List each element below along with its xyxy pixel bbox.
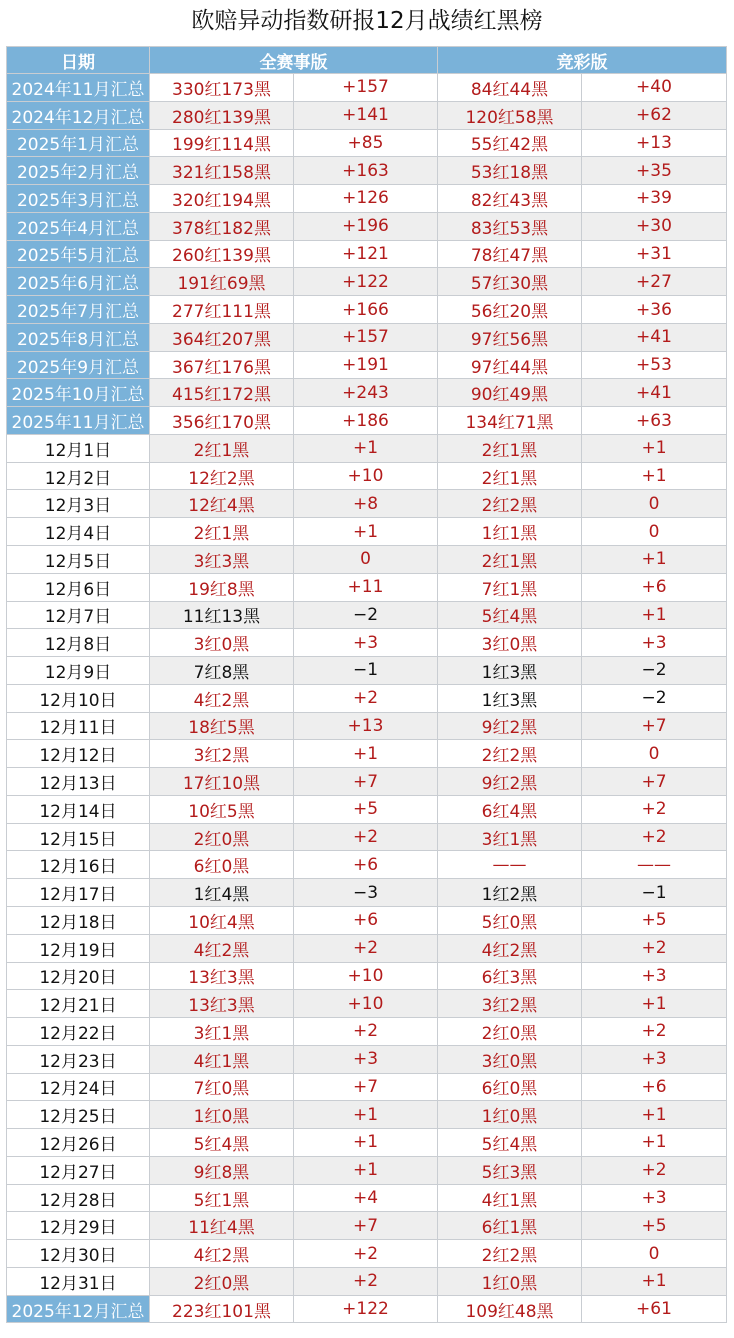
lottery-net-cell: +41 bbox=[582, 323, 727, 351]
full-net-cell: +2 bbox=[294, 934, 438, 962]
lottery-net-cell: −2 bbox=[582, 684, 727, 712]
full-record-cell: 277红111黑 bbox=[150, 296, 294, 324]
daily-row bbox=[7, 1101, 727, 1129]
record-table bbox=[6, 46, 727, 1323]
full-net-cell: +2 bbox=[294, 684, 438, 712]
lottery-record-cell: 4红1黑 bbox=[438, 1184, 582, 1212]
lottery-net-cell: +61 bbox=[582, 1295, 727, 1323]
lottery-net-cell: —— bbox=[582, 851, 727, 879]
date-cell: 12月27日 bbox=[7, 1156, 150, 1184]
full-net-cell: +2 bbox=[294, 1240, 438, 1268]
lottery-record-cell: 53红18黑 bbox=[438, 157, 582, 185]
daily-row bbox=[7, 934, 727, 962]
date-cell: 12月5日 bbox=[7, 546, 150, 574]
summary-row bbox=[7, 240, 727, 268]
header-full-version: 全赛事版 bbox=[150, 47, 438, 74]
full-net-cell: +10 bbox=[294, 962, 438, 990]
lottery-net-cell: −1 bbox=[582, 879, 727, 907]
full-net-cell: +5 bbox=[294, 795, 438, 823]
lottery-record-cell: 84红44黑 bbox=[438, 74, 582, 102]
full-net-cell: +2 bbox=[294, 823, 438, 851]
lottery-net-cell: +7 bbox=[582, 768, 727, 796]
lottery-net-cell: +62 bbox=[582, 101, 727, 129]
lottery-net-cell: 0 bbox=[582, 490, 727, 518]
lottery-record-cell: 9红2黑 bbox=[438, 768, 582, 796]
lottery-record-cell: 83红53黑 bbox=[438, 212, 582, 240]
full-record-cell: 3红0黑 bbox=[150, 629, 294, 657]
date-cell: 12月11日 bbox=[7, 712, 150, 740]
full-net-cell: +10 bbox=[294, 462, 438, 490]
lottery-record-cell: 2红2黑 bbox=[438, 740, 582, 768]
lottery-net-cell: +1 bbox=[582, 434, 727, 462]
full-record-cell: 260红139黑 bbox=[150, 240, 294, 268]
daily-row bbox=[7, 684, 727, 712]
daily-row bbox=[7, 490, 727, 518]
date-cell: 12月16日 bbox=[7, 851, 150, 879]
full-net-cell: +6 bbox=[294, 851, 438, 879]
full-net-cell: +10 bbox=[294, 990, 438, 1018]
daily-row bbox=[7, 601, 727, 629]
full-net-cell: +1 bbox=[294, 1101, 438, 1129]
lottery-record-cell: 2红1黑 bbox=[438, 462, 582, 490]
lottery-record-cell: 55红42黑 bbox=[438, 129, 582, 157]
lottery-record-cell: 9红2黑 bbox=[438, 712, 582, 740]
date-cell: 12月7日 bbox=[7, 601, 150, 629]
full-record-cell: 7红0黑 bbox=[150, 1073, 294, 1101]
full-net-cell: −1 bbox=[294, 657, 438, 685]
full-record-cell: 6红0黑 bbox=[150, 851, 294, 879]
date-cell: 2025年8月汇总 bbox=[7, 323, 150, 351]
full-record-cell: 9红8黑 bbox=[150, 1156, 294, 1184]
date-cell: 2025年2月汇总 bbox=[7, 157, 150, 185]
date-cell: 12月29日 bbox=[7, 1212, 150, 1240]
daily-row bbox=[7, 657, 727, 685]
date-cell: 2025年7月汇总 bbox=[7, 296, 150, 324]
lottery-record-cell: 1红0黑 bbox=[438, 1267, 582, 1295]
date-cell: 12月14日 bbox=[7, 795, 150, 823]
full-record-cell: 18红5黑 bbox=[150, 712, 294, 740]
full-net-cell: +8 bbox=[294, 490, 438, 518]
date-cell: 12月13日 bbox=[7, 768, 150, 796]
daily-row bbox=[7, 1212, 727, 1240]
full-record-cell: 13红3黑 bbox=[150, 990, 294, 1018]
lottery-net-cell: +39 bbox=[582, 185, 727, 213]
full-net-cell: +1 bbox=[294, 1156, 438, 1184]
date-cell: 12月17日 bbox=[7, 879, 150, 907]
daily-row bbox=[7, 434, 727, 462]
lottery-net-cell: +5 bbox=[582, 906, 727, 934]
daily-row bbox=[7, 1045, 727, 1073]
lottery-net-cell: +41 bbox=[582, 379, 727, 407]
lottery-net-cell: +2 bbox=[582, 934, 727, 962]
lottery-net-cell: +1 bbox=[582, 990, 727, 1018]
lottery-record-cell: 120红58黑 bbox=[438, 101, 582, 129]
lottery-net-cell: +1 bbox=[582, 1129, 727, 1157]
full-net-cell: +126 bbox=[294, 185, 438, 213]
full-record-cell: 199红114黑 bbox=[150, 129, 294, 157]
lottery-net-cell: +1 bbox=[582, 601, 727, 629]
full-net-cell: +1 bbox=[294, 1129, 438, 1157]
daily-row bbox=[7, 740, 727, 768]
full-record-cell: 1红4黑 bbox=[150, 879, 294, 907]
lottery-net-cell: +53 bbox=[582, 351, 727, 379]
date-cell: 12月21日 bbox=[7, 990, 150, 1018]
full-net-cell: −3 bbox=[294, 879, 438, 907]
daily-row bbox=[7, 962, 727, 990]
lottery-net-cell: +2 bbox=[582, 1156, 727, 1184]
date-cell: 2025年9月汇总 bbox=[7, 351, 150, 379]
date-cell: 12月10日 bbox=[7, 684, 150, 712]
full-net-cell: +243 bbox=[294, 379, 438, 407]
lottery-net-cell: +3 bbox=[582, 1045, 727, 1073]
full-record-cell: 320红194黑 bbox=[150, 185, 294, 213]
summary-row bbox=[7, 351, 727, 379]
date-cell: 2025年10月汇总 bbox=[7, 379, 150, 407]
full-net-cell: +163 bbox=[294, 157, 438, 185]
daily-row bbox=[7, 1156, 727, 1184]
summary-row bbox=[7, 1295, 727, 1323]
table-header bbox=[7, 47, 727, 74]
lottery-net-cell: +30 bbox=[582, 212, 727, 240]
date-cell: 2025年4月汇总 bbox=[7, 212, 150, 240]
daily-row bbox=[7, 1073, 727, 1101]
date-cell: 12月4日 bbox=[7, 518, 150, 546]
date-cell: 12月31日 bbox=[7, 1267, 150, 1295]
summary-row bbox=[7, 379, 727, 407]
date-cell: 2025年5月汇总 bbox=[7, 240, 150, 268]
full-record-cell: 12红4黑 bbox=[150, 490, 294, 518]
full-record-cell: 11红13黑 bbox=[150, 601, 294, 629]
full-record-cell: 321红158黑 bbox=[150, 157, 294, 185]
date-cell: 12月15日 bbox=[7, 823, 150, 851]
full-net-cell: +186 bbox=[294, 407, 438, 435]
summary-row bbox=[7, 101, 727, 129]
lottery-net-cell: +7 bbox=[582, 712, 727, 740]
full-record-cell: 10红5黑 bbox=[150, 795, 294, 823]
full-net-cell: +122 bbox=[294, 268, 438, 296]
summary-row bbox=[7, 185, 727, 213]
daily-row bbox=[7, 629, 727, 657]
daily-row bbox=[7, 823, 727, 851]
full-net-cell: +7 bbox=[294, 768, 438, 796]
lottery-net-cell: −2 bbox=[582, 657, 727, 685]
full-net-cell: +141 bbox=[294, 101, 438, 129]
lottery-record-cell: 6红4黑 bbox=[438, 795, 582, 823]
daily-row bbox=[7, 1184, 727, 1212]
full-record-cell: 2红1黑 bbox=[150, 434, 294, 462]
lottery-record-cell: 3红0黑 bbox=[438, 1045, 582, 1073]
lottery-net-cell: +27 bbox=[582, 268, 727, 296]
date-cell: 2024年11月汇总 bbox=[7, 74, 150, 102]
full-record-cell: 2红0黑 bbox=[150, 1267, 294, 1295]
page-title: 欧赔异动指数研报12月战绩红黑榜 bbox=[191, 8, 543, 34]
lottery-record-cell: 57红30黑 bbox=[438, 268, 582, 296]
lottery-record-cell: 6红1黑 bbox=[438, 1212, 582, 1240]
full-net-cell: +7 bbox=[294, 1073, 438, 1101]
full-net-cell: +3 bbox=[294, 1045, 438, 1073]
full-record-cell: 19红8黑 bbox=[150, 573, 294, 601]
lottery-record-cell: —— bbox=[438, 851, 582, 879]
full-record-cell: 4红2黑 bbox=[150, 1240, 294, 1268]
lottery-record-cell: 97红44黑 bbox=[438, 351, 582, 379]
lottery-net-cell: 0 bbox=[582, 740, 727, 768]
lottery-net-cell: 0 bbox=[582, 518, 727, 546]
daily-row bbox=[7, 1240, 727, 1268]
lottery-net-cell: +6 bbox=[582, 1073, 727, 1101]
full-net-cell: +166 bbox=[294, 296, 438, 324]
lottery-record-cell: 5红3黑 bbox=[438, 1156, 582, 1184]
lottery-record-cell: 7红1黑 bbox=[438, 573, 582, 601]
date-cell: 12月18日 bbox=[7, 906, 150, 934]
daily-row bbox=[7, 573, 727, 601]
full-net-cell: +1 bbox=[294, 434, 438, 462]
daily-row bbox=[7, 712, 727, 740]
full-record-cell: 17红10黑 bbox=[150, 768, 294, 796]
date-cell: 12月26日 bbox=[7, 1129, 150, 1157]
date-cell: 2025年3月汇总 bbox=[7, 185, 150, 213]
lottery-record-cell: 56红20黑 bbox=[438, 296, 582, 324]
lottery-net-cell: +1 bbox=[582, 462, 727, 490]
full-net-cell: +1 bbox=[294, 518, 438, 546]
lottery-net-cell: +13 bbox=[582, 129, 727, 157]
full-record-cell: 3红3黑 bbox=[150, 546, 294, 574]
full-net-cell: +157 bbox=[294, 74, 438, 102]
lottery-record-cell: 2红1黑 bbox=[438, 546, 582, 574]
full-record-cell: 11红4黑 bbox=[150, 1212, 294, 1240]
lottery-net-cell: +1 bbox=[582, 546, 727, 574]
lottery-net-cell: +35 bbox=[582, 157, 727, 185]
full-record-cell: 10红4黑 bbox=[150, 906, 294, 934]
full-record-cell: 415红172黑 bbox=[150, 379, 294, 407]
full-record-cell: 280红139黑 bbox=[150, 101, 294, 129]
lottery-net-cell: 0 bbox=[582, 1240, 727, 1268]
full-net-cell: 0 bbox=[294, 546, 438, 574]
date-cell: 2025年12月汇总 bbox=[7, 1295, 150, 1323]
full-record-cell: 364红207黑 bbox=[150, 323, 294, 351]
full-record-cell: 356红170黑 bbox=[150, 407, 294, 435]
full-record-cell: 4红2黑 bbox=[150, 934, 294, 962]
lottery-net-cell: +63 bbox=[582, 407, 727, 435]
table-body bbox=[7, 74, 727, 1323]
summary-row bbox=[7, 212, 727, 240]
lottery-record-cell: 1红3黑 bbox=[438, 657, 582, 685]
header-date: 日期 bbox=[7, 47, 150, 74]
lottery-record-cell: 1红1黑 bbox=[438, 518, 582, 546]
full-record-cell: 2红0黑 bbox=[150, 823, 294, 851]
date-cell: 2025年6月汇总 bbox=[7, 268, 150, 296]
date-cell: 12月6日 bbox=[7, 573, 150, 601]
full-net-cell: +3 bbox=[294, 629, 438, 657]
full-net-cell: +191 bbox=[294, 351, 438, 379]
summary-row bbox=[7, 157, 727, 185]
full-record-cell: 191红69黑 bbox=[150, 268, 294, 296]
lottery-net-cell: +2 bbox=[582, 823, 727, 851]
full-record-cell: 223红101黑 bbox=[150, 1295, 294, 1323]
lottery-record-cell: 2红2黑 bbox=[438, 490, 582, 518]
date-cell: 2025年11月汇总 bbox=[7, 407, 150, 435]
full-net-cell: +2 bbox=[294, 1018, 438, 1046]
date-cell: 12月24日 bbox=[7, 1073, 150, 1101]
full-record-cell: 12红2黑 bbox=[150, 462, 294, 490]
lottery-record-cell: 3红1黑 bbox=[438, 823, 582, 851]
lottery-record-cell: 82红43黑 bbox=[438, 185, 582, 213]
lottery-record-cell: 5红0黑 bbox=[438, 906, 582, 934]
daily-row bbox=[7, 1129, 727, 1157]
lottery-record-cell: 6红0黑 bbox=[438, 1073, 582, 1101]
daily-row bbox=[7, 1267, 727, 1295]
date-cell: 12月25日 bbox=[7, 1101, 150, 1129]
full-net-cell: +13 bbox=[294, 712, 438, 740]
lottery-record-cell: 134红71黑 bbox=[438, 407, 582, 435]
daily-row bbox=[7, 795, 727, 823]
date-cell: 12月19日 bbox=[7, 934, 150, 962]
lottery-record-cell: 3红2黑 bbox=[438, 990, 582, 1018]
lottery-record-cell: 2红0黑 bbox=[438, 1018, 582, 1046]
lottery-net-cell: +2 bbox=[582, 795, 727, 823]
date-cell: 2025年1月汇总 bbox=[7, 129, 150, 157]
lottery-record-cell: 78红47黑 bbox=[438, 240, 582, 268]
full-net-cell: +157 bbox=[294, 323, 438, 351]
full-net-cell: +7 bbox=[294, 1212, 438, 1240]
full-record-cell: 3红2黑 bbox=[150, 740, 294, 768]
full-net-cell: −2 bbox=[294, 601, 438, 629]
daily-row bbox=[7, 851, 727, 879]
full-record-cell: 5红1黑 bbox=[150, 1184, 294, 1212]
daily-row bbox=[7, 518, 727, 546]
lottery-record-cell: 3红0黑 bbox=[438, 629, 582, 657]
daily-row bbox=[7, 768, 727, 796]
summary-row bbox=[7, 74, 727, 102]
full-record-cell: 13红3黑 bbox=[150, 962, 294, 990]
date-cell: 12月30日 bbox=[7, 1240, 150, 1268]
summary-row bbox=[7, 407, 727, 435]
full-record-cell: 378红182黑 bbox=[150, 212, 294, 240]
summary-row bbox=[7, 268, 727, 296]
lottery-net-cell: +6 bbox=[582, 573, 727, 601]
full-record-cell: 3红1黑 bbox=[150, 1018, 294, 1046]
daily-row bbox=[7, 1018, 727, 1046]
lottery-net-cell: +2 bbox=[582, 1018, 727, 1046]
lottery-record-cell: 97红56黑 bbox=[438, 323, 582, 351]
lottery-record-cell: 5红4黑 bbox=[438, 601, 582, 629]
header-lottery-version: 竞彩版 bbox=[438, 47, 727, 74]
lottery-net-cell: +1 bbox=[582, 1267, 727, 1295]
summary-row bbox=[7, 323, 727, 351]
date-cell: 12月8日 bbox=[7, 629, 150, 657]
daily-row bbox=[7, 462, 727, 490]
lottery-net-cell: +3 bbox=[582, 1184, 727, 1212]
lottery-record-cell: 2红2黑 bbox=[438, 1240, 582, 1268]
full-record-cell: 5红4黑 bbox=[150, 1129, 294, 1157]
full-record-cell: 330红173黑 bbox=[150, 74, 294, 102]
lottery-record-cell: 1红2黑 bbox=[438, 879, 582, 907]
date-cell: 12月3日 bbox=[7, 490, 150, 518]
lottery-net-cell: +5 bbox=[582, 1212, 727, 1240]
date-cell: 12月1日 bbox=[7, 434, 150, 462]
full-net-cell: +4 bbox=[294, 1184, 438, 1212]
full-net-cell: +2 bbox=[294, 1267, 438, 1295]
daily-row bbox=[7, 906, 727, 934]
lottery-net-cell: +40 bbox=[582, 74, 727, 102]
lottery-net-cell: +36 bbox=[582, 296, 727, 324]
full-record-cell: 4红2黑 bbox=[150, 684, 294, 712]
lottery-record-cell: 1红3黑 bbox=[438, 684, 582, 712]
full-record-cell: 367红176黑 bbox=[150, 351, 294, 379]
full-record-cell: 2红1黑 bbox=[150, 518, 294, 546]
full-record-cell: 4红1黑 bbox=[150, 1045, 294, 1073]
full-net-cell: +1 bbox=[294, 740, 438, 768]
lottery-record-cell: 6红3黑 bbox=[438, 962, 582, 990]
daily-row bbox=[7, 546, 727, 574]
lottery-net-cell: +3 bbox=[582, 962, 727, 990]
date-cell: 12月28日 bbox=[7, 1184, 150, 1212]
date-cell: 2024年12月汇总 bbox=[7, 101, 150, 129]
full-net-cell: +11 bbox=[294, 573, 438, 601]
date-cell: 12月12日 bbox=[7, 740, 150, 768]
full-record-cell: 1红0黑 bbox=[150, 1101, 294, 1129]
daily-row bbox=[7, 990, 727, 1018]
full-net-cell: +6 bbox=[294, 906, 438, 934]
full-net-cell: +121 bbox=[294, 240, 438, 268]
date-cell: 12月20日 bbox=[7, 962, 150, 990]
date-cell: 12月23日 bbox=[7, 1045, 150, 1073]
lottery-net-cell: +31 bbox=[582, 240, 727, 268]
date-cell: 12月2日 bbox=[7, 462, 150, 490]
full-record-cell: 7红8黑 bbox=[150, 657, 294, 685]
lottery-record-cell: 2红1黑 bbox=[438, 434, 582, 462]
lottery-record-cell: 109红48黑 bbox=[438, 1295, 582, 1323]
summary-row bbox=[7, 129, 727, 157]
lottery-record-cell: 1红0黑 bbox=[438, 1101, 582, 1129]
date-cell: 12月9日 bbox=[7, 657, 150, 685]
lottery-net-cell: +3 bbox=[582, 629, 727, 657]
full-net-cell: +196 bbox=[294, 212, 438, 240]
full-net-cell: +85 bbox=[294, 129, 438, 157]
lottery-record-cell: 4红2黑 bbox=[438, 934, 582, 962]
lottery-net-cell: +1 bbox=[582, 1101, 727, 1129]
full-net-cell: +122 bbox=[294, 1295, 438, 1323]
summary-row bbox=[7, 296, 727, 324]
lottery-record-cell: 90红49黑 bbox=[438, 379, 582, 407]
date-cell: 12月22日 bbox=[7, 1018, 150, 1046]
lottery-record-cell: 5红4黑 bbox=[438, 1129, 582, 1157]
daily-row bbox=[7, 879, 727, 907]
